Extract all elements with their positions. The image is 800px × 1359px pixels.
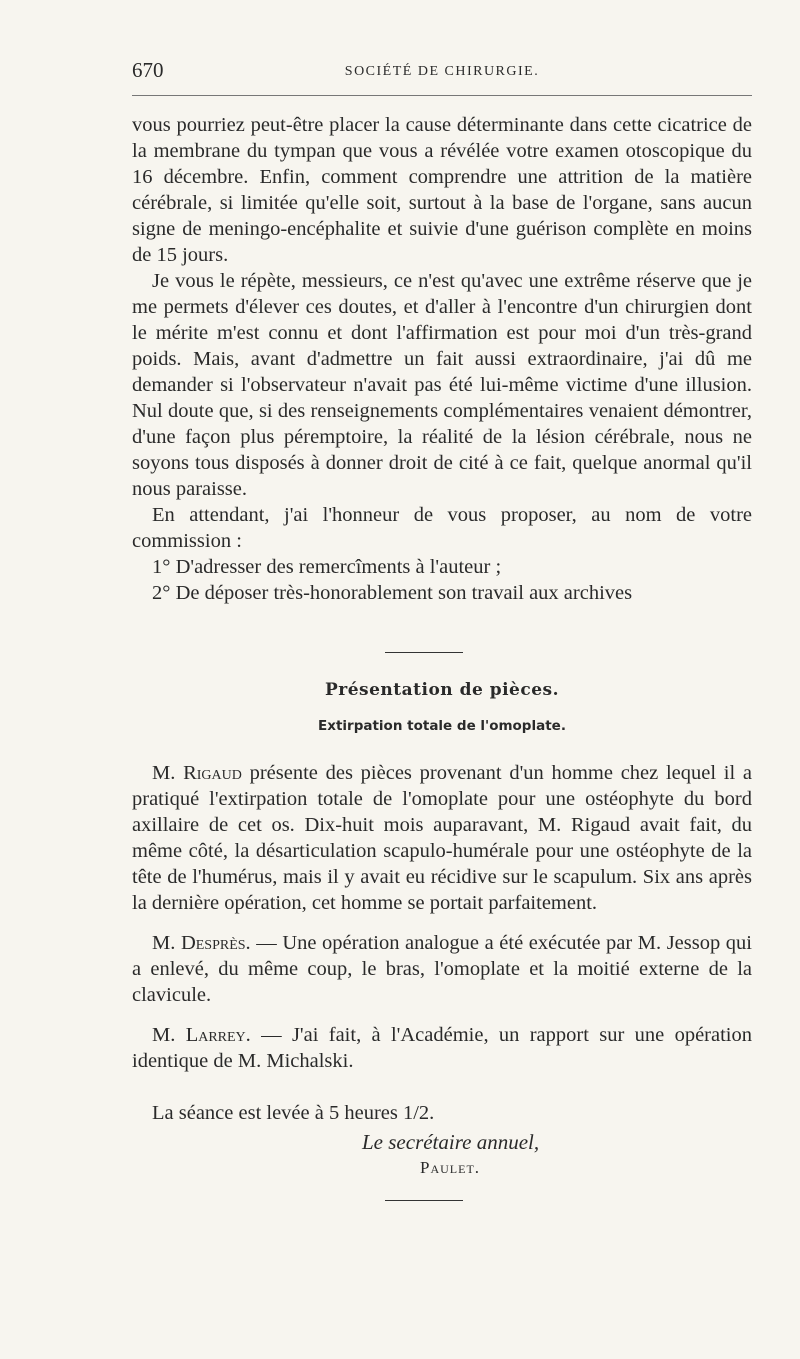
closing-line: La séance est levée à 5 heures 1/2.: [152, 1102, 435, 1124]
paragraph-larrey: [132, 1022, 752, 1074]
speaker-prefix: M.: [152, 762, 184, 784]
signature-name: Paulet.: [420, 1158, 481, 1177]
speaker-name: Larrey: [185, 1024, 246, 1046]
speaker-prefix: M.: [152, 932, 181, 954]
signature-title: Le secrétaire annuel,: [362, 1130, 540, 1154]
end-divider: [385, 1200, 463, 1201]
paragraph-rigaud: [132, 760, 752, 916]
running-title: SOCIÉTÉ DE CHIRURGIE.: [344, 64, 540, 79]
section-heading: Présentation de pièces.: [324, 680, 560, 700]
page-header: [132, 58, 752, 88]
section-divider: [385, 652, 463, 653]
closing: [132, 1100, 752, 1126]
header-rule: [132, 95, 752, 96]
speaker-name: Rigaud: [183, 762, 242, 784]
paragraph-text: . — Une opération analogue a été exécutée par M. Jessop qui a enlevé, du même coup, le bras, l'omoplate et la moitié externe de la clavicule.: [132, 932, 753, 1006]
section-subheading: Extirpation totale de l'omoplate.: [318, 718, 566, 734]
list-item: 2° De déposer très-honorablement son travail aux archives: [152, 582, 633, 604]
report-text: [132, 112, 752, 606]
speaker-prefix: M.: [152, 1024, 186, 1046]
paragraph: En attendant, j'ai l'honneur de vous proposer, au nom de votre commission :: [132, 504, 752, 552]
paragraph-despres: [132, 930, 752, 1008]
page-number: 670: [132, 58, 164, 82]
paragraph-text: présente des pièces provenant d'un homme chez lequel il a pratiqué l'extirpation totale de l'omoplate pour une ostéophyte du bord axillaire de cet os. Dix-huit mois auparavant, M. Rigaud avait fait, du même côté, la désarticulation scapulo-humérale pour une ostéophyte de la tête de l'humérus, mais il y avait eu récidive sur le scapulum. Six ans après la dernière opération, cet homme se portait parfaitement.: [132, 762, 753, 914]
list-item: 1° D'adresser des remercîments à l'auteur ;: [152, 556, 502, 578]
paragraph: Je vous le répète, messieurs, ce n'est qu'avec une extrême réserve que je me permets d'élever ces doutes, et d'aller à l'encontre d'un chirurgien dont le mérite m'est connu et dont l'affirmation est pour moi d'un très-grand poids. Mais, avant d'admettre un fait aussi extraordinaire, j'ai dû me demander si l'observateur n'avait pas été lui-même victime d'une illusion. Nul doute que, si des renseignements complémentaires venaient démontrer, d'une façon plus péremptoire, la réalité de la lésion cérébrale, nous ne soyons tous disposés à donner droit de cité à ce fait, quelque anormal qu'il nous paraisse.: [132, 270, 752, 500]
minutes-text: [132, 760, 752, 1088]
paragraph: vous pourriez peut-être placer la cause déterminante dans cette cicatrice de la membrane du tympan que vous a révélée votre examen otoscopique du 16 décembre. Enfin, comment comprendre une attrition de la matière cérébrale, si limitée qu'elle soit, surtout à la base de l'organe, sans aucun signe de meningo-encéphalite et suivie d'une guérison complète en moins de 15 jours.: [132, 114, 752, 266]
paragraph-text: . — J'ai fait, à l'Académie, un rapport sur une opération identique de M. Michalski.: [132, 1024, 752, 1072]
speaker-name: Desprès: [180, 932, 246, 954]
